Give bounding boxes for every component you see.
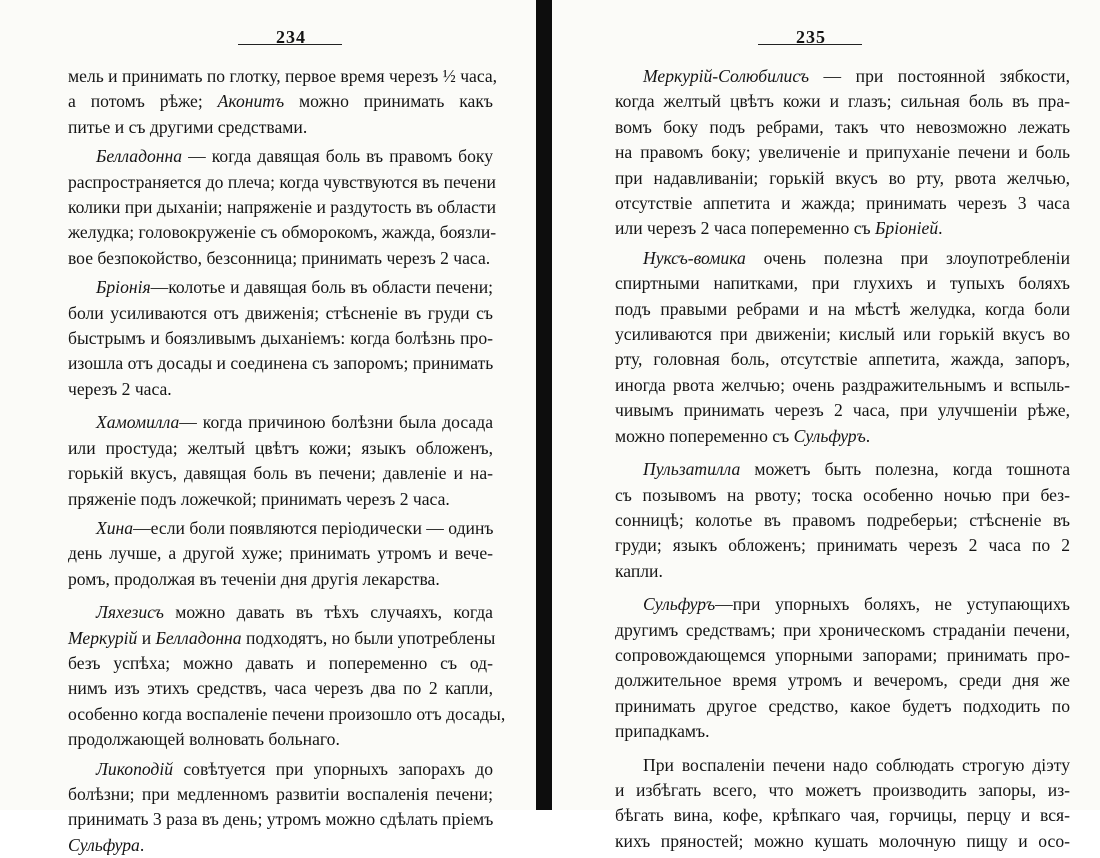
text-line [68,144,493,169]
text-line [615,803,1070,828]
book-gutter [536,0,552,810]
remedy-name: Нуксъ-вомика [643,247,746,268]
text-line [68,351,493,376]
text-line [68,567,493,592]
paragraph-gap [68,592,493,600]
line-text: безъ успѣха; можно давать и попеременно съ од- [68,652,493,673]
text-line [615,533,1070,558]
remedy-name: Сульфура [68,834,140,855]
line-text: боли усиливаются отъ движенія; стѣсненіе въ груди съ [68,302,493,323]
text-line [615,373,1070,398]
text-line [615,246,1070,271]
text-line [68,487,493,512]
line-text: быстрымъ и боязливымъ дыханіемъ: когда болѣзнь про- [68,328,493,349]
line-text: спиртными напитками, при глухихъ и тупыхъ боляхъ [615,273,1070,294]
remedy-name: Белладонна [155,627,242,648]
line-text: или простуда; желтый цвѣтъ кожи; языкъ обложенъ, [68,437,493,458]
line-text: сонницѣ; колотье въ правомъ подреберьи; стѣсненіе въ [615,509,1070,530]
text-line [68,516,493,541]
text-line [68,301,493,326]
text-line [68,461,493,486]
line-text: . [938,218,943,239]
line-text: . [139,834,145,855]
left-page [0,0,536,855]
text-line [68,436,493,461]
text-line [615,216,1070,241]
line-text: должительное время утромъ и вечеромъ, среди дня же [615,670,1070,691]
text-line [68,195,497,220]
line-text: иногда рвота желчью; очень раздражительнымъ и вспыль- [615,374,1070,395]
line-text: на правомъ боку; увеличеніе и припуханіе печени и боль [615,142,1070,163]
text-line [68,757,493,782]
text-line [68,220,497,245]
line-text: нимъ изъ этихъ средствъ, часа черезъ два по 2 капли, [68,678,493,699]
text-line [615,508,1070,533]
text-line [615,64,1070,89]
line-text: принимать другое средство, какое будетъ подходить по [615,695,1070,716]
line-text: чивымъ принимать черезъ 2 часа, при улучшеніи рѣже, [615,400,1070,421]
line-text: вое безпокойство, безсонница; принимать черезъ 2 часа. [68,247,491,268]
remedy-name: Хамомилла [96,412,180,433]
page-number-rule [238,44,342,45]
text-line [68,410,493,435]
page-text [615,64,1070,854]
line-text: —колотье и давящая боль въ области печени; [150,277,493,298]
text-line [68,115,493,140]
line-text: капли. [615,560,663,581]
text-line [68,651,493,676]
line-text: можно попеременно съ [615,425,794,446]
line-text: отсутствіе аппетита и жажда; принимать черезъ 3 часа [615,193,1070,214]
text-line [68,702,506,727]
line-text: черезъ 2 часа. [68,378,172,399]
text-line [615,398,1070,423]
line-text: —при упорныхъ боляхъ, не уступающихъ [715,594,1070,615]
paragraph-gap [68,402,493,410]
paragraph-gap [615,745,1070,753]
remedy-name: Аконитъ [217,91,285,112]
line-text: когда желтый цвѣтъ кожи и глазъ; сильная боль въ пра- [615,91,1070,112]
right-page [552,0,1100,851]
line-text: принимать 3 раза въ день; утромъ можно сдѣлать пріемъ [68,809,494,830]
line-text: кихъ пряностей; можно кушать молочную пищу и осо- [615,830,1070,851]
text-line [615,347,1070,372]
text-line [615,643,1070,668]
page-text [68,64,506,858]
remedy-name: Ляхезисъ [96,602,164,623]
text-line [615,89,1070,114]
page-number: 235 [796,27,826,47]
text-line [68,833,493,858]
text-line [615,719,1070,744]
line-text: очень полезна при злоупотребленіи [745,247,1070,268]
line-text: можно принимать какъ [284,91,493,112]
text-line [68,541,493,566]
line-text: вомъ боку подъ ребрами, такъ что невозможно лежать [615,116,1070,137]
line-text: — когда причиною болѣзни была досада [179,412,493,433]
remedy-name: Белладонна [96,146,183,167]
text-line [68,782,493,807]
line-text: подходятъ, но были употреблены [241,627,496,648]
line-text: бѣгать вина, кофе, крѣпкаго чая, горчицы, перцу и вся- [615,805,1070,826]
page-number-rule [758,44,862,45]
text-line [68,377,493,402]
text-line [615,618,1070,643]
remedy-name: Сульфуръ [793,425,866,446]
text-line [615,271,1070,296]
text-line [615,668,1070,693]
text-line [68,326,493,351]
text-line [68,727,493,752]
text-line [68,600,493,625]
line-text: можетъ быть полезна, когда тошнота [740,459,1070,480]
line-text: изошла отъ досады и соединена съ запоромъ; принимать [68,353,494,374]
line-text: съ позывомъ на рвоту; тоска особенно ночью при без- [615,484,1070,505]
line-text: питье и съ другими средствами. [68,116,308,137]
line-text: горькій вкусъ, давящая боль въ печени; давленіе и на- [68,463,493,484]
paragraph-gap [615,449,1070,457]
text-line [615,778,1070,803]
text-line [68,275,493,300]
text-line [615,191,1070,216]
text-line [68,626,496,651]
line-text: можно давать въ тѣхъ случаяхъ, когда [163,602,493,623]
line-text: день лучше, а другой хуже; принимать утромъ и вече- [68,543,493,564]
text-line [68,676,493,701]
text-line [615,753,1070,778]
text-line [68,64,498,89]
line-text: и [137,627,156,648]
remedy-name: Бріонія [96,277,151,298]
line-text: при надавливаніи; горькій вкусъ во рту, рвота желчью, [615,167,1070,188]
remedy-name: Сульфуръ [643,594,716,615]
line-text: продолжающей волновать больнаго. [68,729,340,750]
line-text: усиливаются при движеніи; кислый или горькій вкусъ во [615,324,1070,345]
line-text: другимъ средствамъ; при хроническомъ страданіи печени, [615,619,1070,640]
text-line [615,592,1070,617]
text-line [615,140,1070,165]
line-text: рту, головная боль, отсутствіе аппетита, жажда, запоръ, [615,349,1070,370]
remedy-name: Ликоподій [96,758,174,779]
line-text: груди; языкъ обложенъ; принимать черезъ 2 часа по 2 [615,535,1070,556]
text-line [615,115,1070,140]
text-line [68,170,496,195]
line-text: ½ часа, [442,66,498,86]
line-text: При воспаленіи печени надо соблюдать строгую діэту [643,754,1070,775]
line-text: припадкамъ. [615,721,710,742]
remedy-name: Меркурій-Солюбилисъ [643,66,810,86]
line-text: болѣзни; при медленномъ развитіи воспаленія печени; [68,783,493,804]
text-line [615,559,1070,584]
line-text: — при постоянной зябкости, [809,66,1070,86]
line-text: совѣтуется при упорныхъ запорахъ до [173,758,493,779]
line-text: колики при дыханіи; напряженіе и раздутость въ области [68,197,497,218]
text-line [615,457,1070,482]
text-line [68,246,493,271]
line-text: и избѣгать всего, что можетъ производить запоры, из- [615,779,1070,800]
text-line [615,694,1070,719]
line-text: мель и принимать по глотку, первое время черезъ [68,66,443,86]
remedy-name: Меркурій [68,627,138,648]
remedy-name: Хина [96,517,134,538]
line-text: . [865,425,871,446]
line-text: пряженіе подъ ложечкой; принимать черезъ 2 часа. [68,488,450,509]
page-number: 234 [276,27,306,47]
line-text: желудка; головокруженіе съ обморокомъ, жажда, боязли- [68,222,497,243]
paragraph-gap [615,584,1070,592]
line-text: особенно когда воспаленіе печени произошло отъ досады, [68,703,506,724]
line-text: распространяется до плеча; когда чувствуются въ печени [68,171,496,192]
line-text: —если боли появляются періодически — одинъ [133,517,494,538]
text-line [68,89,493,114]
text-line [615,829,1070,854]
line-text: ромъ, продолжая въ теченіи дня другія лекарства. [68,568,440,589]
text-line [615,483,1070,508]
text-line [615,322,1070,347]
line-text: сопровождающемся упорными запорами; принимать про- [615,644,1070,665]
remedy-name: Пульзатилла [643,459,741,480]
text-line [615,424,1070,449]
text-line [615,297,1070,322]
line-text: подъ правыми ребрами и на мѣстѣ желудка, когда боли [615,298,1070,319]
line-text: или черезъ 2 часа попеременно съ [615,218,876,239]
text-line [615,166,1070,191]
line-text: — когда давящая боль въ правомъ боку [182,146,493,167]
remedy-name: Бріоніей [875,218,939,239]
text-line [68,807,493,832]
line-text: а потомъ рѣже; [68,91,218,112]
